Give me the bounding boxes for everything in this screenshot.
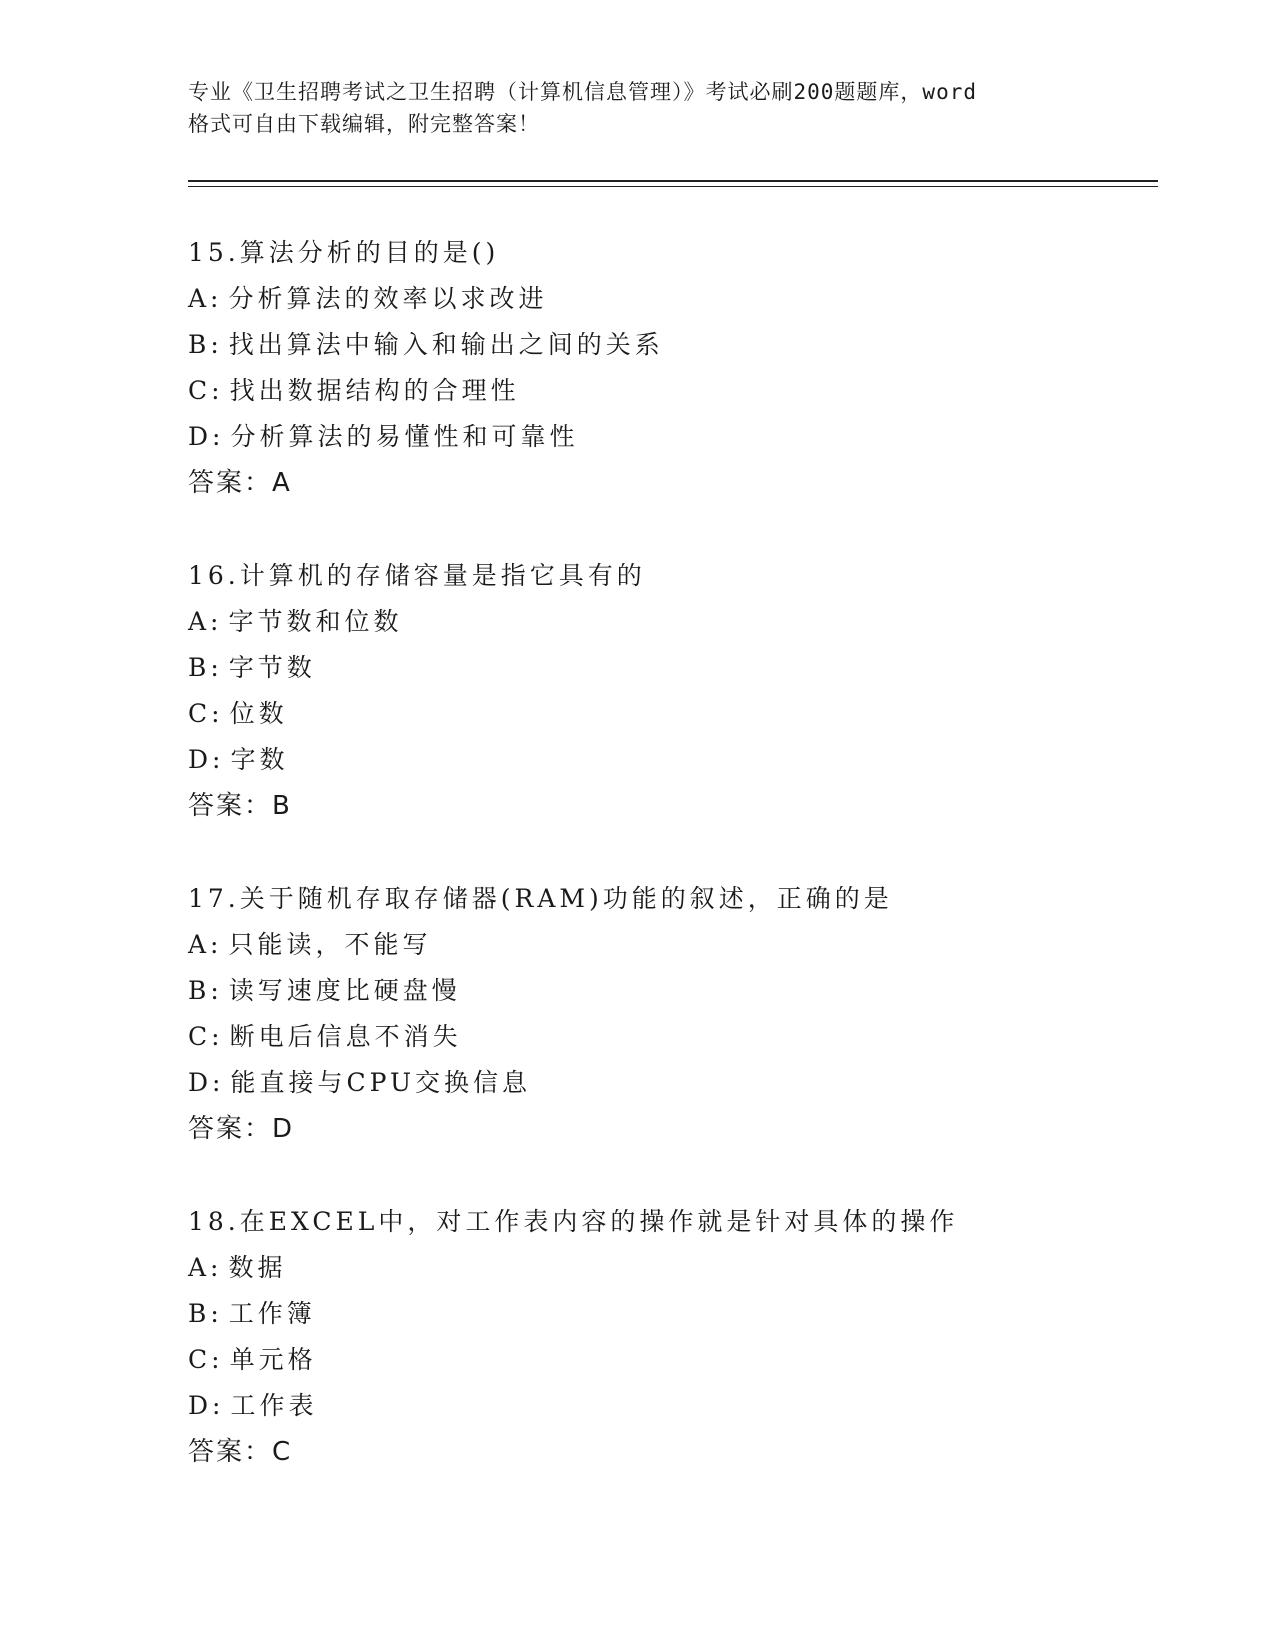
option-a bbox=[188, 1245, 1188, 1291]
option-letter: A: bbox=[188, 930, 223, 959]
option-letter: D: bbox=[188, 1391, 225, 1420]
question-17 bbox=[188, 876, 1188, 1152]
question-18 bbox=[188, 1199, 1188, 1475]
option-a bbox=[188, 922, 1188, 968]
option-b bbox=[188, 322, 1188, 368]
question-15 bbox=[188, 230, 1188, 506]
document-header bbox=[188, 76, 1108, 140]
option-text: 分析算法的效率以求改进 bbox=[228, 284, 548, 313]
option-letter: D: bbox=[188, 1068, 225, 1097]
option-text: 找出算法中输入和输出之间的关系 bbox=[228, 330, 664, 359]
option-b bbox=[188, 645, 1188, 691]
option-letter: C: bbox=[188, 1022, 224, 1051]
answer-line: 答案：B bbox=[188, 791, 292, 821]
option-text: 只能读，不能写 bbox=[228, 930, 432, 959]
option-text: 字节数 bbox=[228, 653, 316, 682]
option-text: 找出数据结构的合理性 bbox=[229, 376, 520, 405]
option-letter: A: bbox=[188, 607, 223, 636]
option-d bbox=[188, 737, 1188, 783]
option-letter: A: bbox=[188, 1253, 223, 1282]
question-stem: 17.关于随机存取存储器(RAM)功能的叙述，正确的是 bbox=[188, 884, 893, 913]
option-letter: C: bbox=[188, 1345, 224, 1374]
question-stem: 15.算法分析的目的是() bbox=[188, 238, 500, 267]
option-c bbox=[188, 368, 1188, 414]
option-text: 字节数和位数 bbox=[228, 607, 403, 636]
option-d bbox=[188, 1060, 1188, 1106]
option-a bbox=[188, 599, 1188, 645]
option-text: 字数 bbox=[230, 745, 289, 774]
option-text: 分析算法的易懂性和可靠性 bbox=[230, 422, 579, 451]
answer-line: 答案：D bbox=[188, 1114, 295, 1144]
option-letter: D: bbox=[188, 745, 225, 774]
option-a bbox=[188, 276, 1188, 322]
option-letter: B: bbox=[188, 1299, 223, 1328]
option-letter: C: bbox=[188, 699, 224, 728]
option-letter: B: bbox=[188, 976, 223, 1005]
option-text: 读写速度比硬盘慢 bbox=[228, 976, 461, 1005]
answer-line: 答案：A bbox=[188, 468, 292, 498]
option-d bbox=[188, 414, 1188, 460]
question-stem: 18.在EXCEL中，对工作表内容的操作就是针对具体的操作 bbox=[188, 1207, 959, 1236]
option-letter: C: bbox=[188, 376, 224, 405]
option-c bbox=[188, 1014, 1188, 1060]
option-text: 工作簿 bbox=[228, 1299, 316, 1328]
option-letter: D: bbox=[188, 422, 225, 451]
option-text: 能直接与CPU交换信息 bbox=[230, 1068, 532, 1097]
question-16 bbox=[188, 553, 1188, 829]
question-stem: 16.计算机的存储容量是指它具有的 bbox=[188, 561, 646, 590]
option-c bbox=[188, 691, 1188, 737]
header-line-1: 专业《卫生招聘考试之卫生招聘（计算机信息管理）》考试必刷200题题库，word bbox=[188, 80, 977, 104]
option-text: 工作表 bbox=[230, 1391, 318, 1420]
header-rule-thin bbox=[188, 186, 1158, 187]
option-b bbox=[188, 1291, 1188, 1337]
header-rule-thick bbox=[188, 180, 1158, 182]
header-line-2: 格式可自由下载编辑，附完整答案！ bbox=[188, 112, 540, 136]
option-text: 断电后信息不消失 bbox=[229, 1022, 462, 1051]
option-d bbox=[188, 1383, 1188, 1429]
option-b bbox=[188, 968, 1188, 1014]
option-c bbox=[188, 1337, 1188, 1383]
answer-line: 答案：C bbox=[188, 1437, 293, 1467]
option-text: 位数 bbox=[229, 699, 288, 728]
option-text: 单元格 bbox=[229, 1345, 317, 1374]
option-letter: A: bbox=[188, 284, 223, 313]
option-letter: B: bbox=[188, 330, 223, 359]
option-text: 数据 bbox=[228, 1253, 287, 1282]
option-letter: B: bbox=[188, 653, 223, 682]
